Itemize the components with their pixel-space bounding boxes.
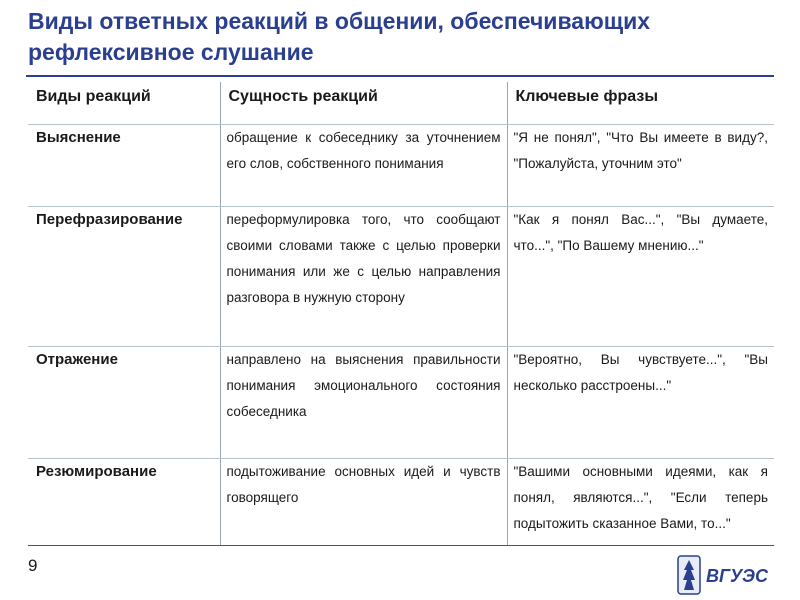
table-row [28, 347, 774, 459]
table-row [28, 125, 774, 207]
reaction-essence: направлено на выяснения правильности понимания эмоционального состояния собеседника [220, 347, 507, 459]
header-essence: Сущность реакций [220, 82, 507, 125]
page-number: 9 [28, 556, 38, 575]
reaction-essence: переформулировка того, что сообщают своими словами также с целью проверки понимания или же с целью направления разговора в нужную сторону [220, 207, 507, 347]
reaction-phrases: "Вероятно, Вы чувствуете...", "Вы несколько расстроены..." [507, 347, 774, 459]
slide-title: Виды ответных реакций в общении, обеспечивающих рефлексивное слушание [28, 8, 651, 65]
reaction-essence: подытоживание основных идей и чувств говорящего [220, 459, 507, 546]
reaction-type: Отражение [28, 347, 220, 459]
reaction-phrases: "Я не понял", "Что Вы имеете в виду?, "Пожалуйста, уточним это" [507, 125, 774, 207]
reaction-phrases: "Как я понял Вас...", "Вы думаете, что...", "По Вашему мнению..." [507, 207, 774, 347]
university-logo [676, 554, 786, 596]
reaction-type: Резюмирование [28, 459, 220, 546]
header-phrases: Ключевые фразы [507, 82, 774, 125]
logo-text: ВГУЭС [706, 566, 768, 586]
table-row [28, 459, 774, 546]
header-types: Виды реакций [28, 82, 220, 125]
logo-emblem-icon [678, 556, 700, 594]
reaction-type: Перефразирование [28, 207, 220, 347]
title-divider [26, 75, 774, 77]
table-row [28, 207, 774, 347]
table-header-row [28, 82, 774, 125]
reactions-table [28, 82, 774, 546]
reaction-essence: обращение к собеседнику за уточнением его слов, собственного понимания [220, 125, 507, 207]
reaction-phrases: "Вашими основными идеями, как я понял, являются...", "Если теперь подытожить сказанное Вами, то..." [507, 459, 774, 546]
reaction-type: Выяснение [28, 125, 220, 207]
